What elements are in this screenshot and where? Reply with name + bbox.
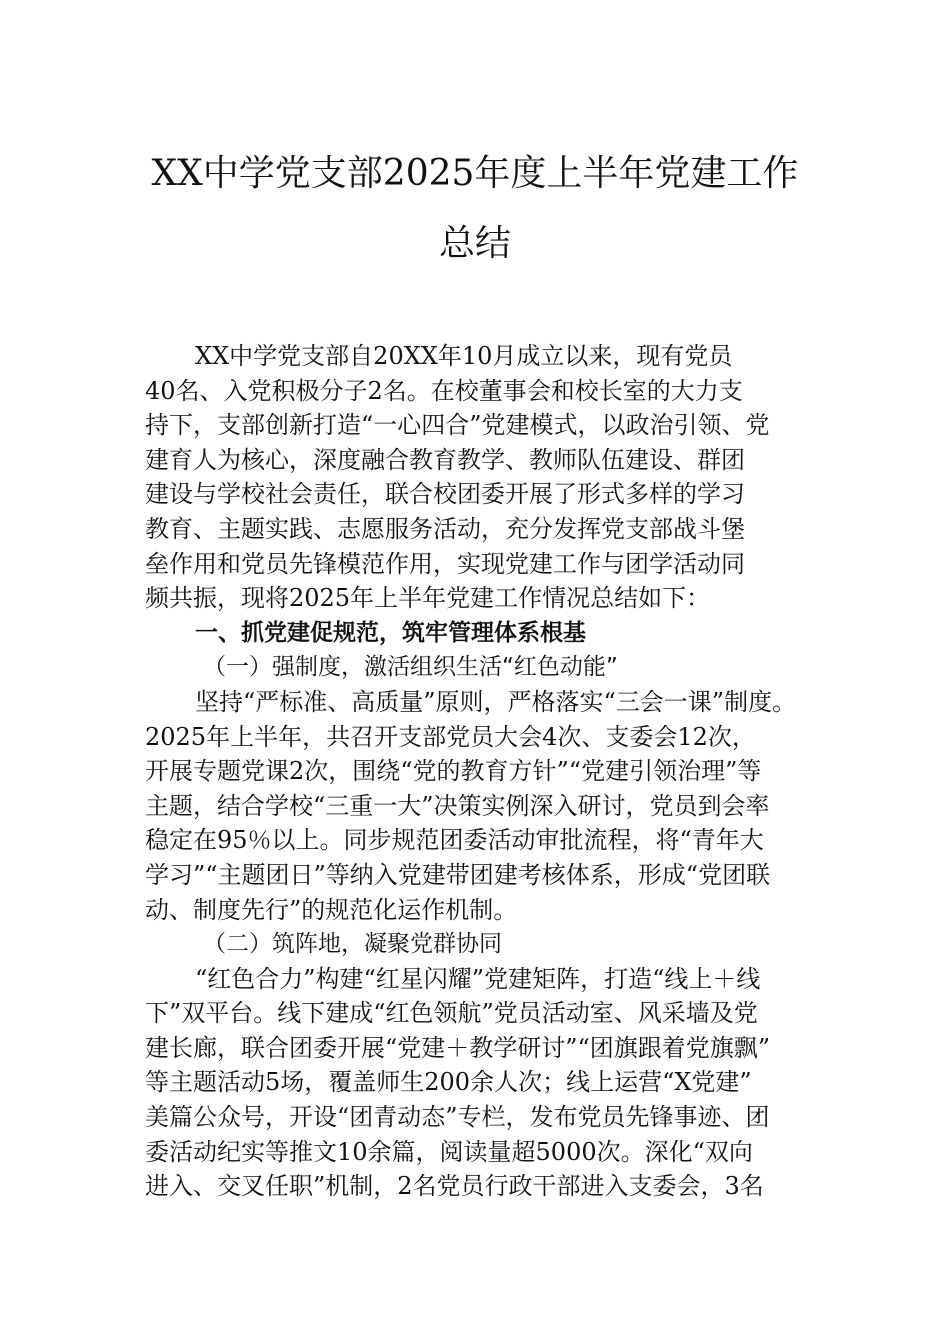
paragraph-line: 进入、交叉任职”机制，2名党员行政干部进入支委会，3名 bbox=[145, 1172, 764, 1201]
paragraph-line: XX中学党支部自20XX年10月成立以来，现有党员 bbox=[195, 342, 733, 370]
paragraph-line: 美篇公众号，开设“团青动态”专栏，发布党员先锋事迹、团 bbox=[145, 1103, 770, 1132]
paragraph-line: 建育人为核心，深度融合教育教学、教师队伍建设、群团 bbox=[145, 445, 745, 474]
paragraph-line: 教育、主题实践、志愿服务活动，充分发挥党支部战斗堡 bbox=[145, 514, 745, 543]
paragraph-line: 坚持“严标准、高质量”原则，严格落实“三会一课”制度。 bbox=[195, 687, 797, 716]
paragraph-line: 下”双平台。线下建成“红色领航”党员活动室、风采墙及党 bbox=[145, 999, 758, 1028]
document-title-line-1: XX中学党支部2025年度上半年党建工作 bbox=[151, 153, 799, 194]
paragraph-line: 委活动纪实等推文10余篇，阅读量超5000次。深化“双向 bbox=[145, 1137, 753, 1166]
paragraph-line: “红色合力”构建“红星闪耀”党建矩阵，打造“线上＋线 bbox=[195, 964, 761, 993]
paragraph-line: 主题，结合学校“三重一大”决策实例深入研讨，党员到会率 bbox=[145, 791, 770, 820]
paragraph-line: 等主题活动5场，覆盖师生200余人次；线上运营“X党建” bbox=[145, 1068, 752, 1097]
paragraph-line: 建设与学校社会责任，联合校团委开展了形式多样的学习 bbox=[145, 480, 745, 509]
paragraph-line: 学习”“主题团日”等纳入党建带团建考核体系，形成“党团联 bbox=[145, 860, 771, 889]
section-heading-1: 一、抓党建促规范，筑牢管理体系根基 bbox=[195, 619, 586, 646]
subsection-heading-2: （二）筑阵地，凝聚党群协同 bbox=[203, 931, 502, 958]
paragraph-line: 稳定在95％以上。同步规范团委活动审批流程，将“青年大 bbox=[145, 826, 764, 855]
document-title-line-2: 总结 bbox=[438, 223, 511, 264]
paragraph-line: 频共振，现将2025年上半年党建工作情况总结如下： bbox=[145, 584, 711, 613]
paragraph-line: 持下，支部创新打造“一心四合”党建模式，以政治引领、党 bbox=[145, 411, 770, 440]
paragraph-line: 40名、入党积极分子2名。在校董事会和校长室的大力支 bbox=[145, 376, 743, 405]
paragraph-line: 垒作用和党员先锋模范作用，实现党建工作与团学活动同 bbox=[145, 549, 745, 578]
paragraph-line: 2025年上半年，共召开支部党员大会4次、支委会12次， bbox=[145, 722, 756, 751]
paragraph-line: 动、制度先行”的规范化运作机制。 bbox=[145, 895, 518, 924]
paragraph-line: 建长廊，联合团委开展“党建＋教学研讨”“团旗跟着党旗飘” bbox=[145, 1033, 771, 1062]
document-body bbox=[145, 339, 810, 1204]
paragraph-line: 开展专题党课2次，围绕“党的教育方针”“党建引领治理”等 bbox=[145, 757, 762, 786]
subsection-heading-1: （一）强制度，激活组织生活“红色动能” bbox=[203, 654, 618, 681]
